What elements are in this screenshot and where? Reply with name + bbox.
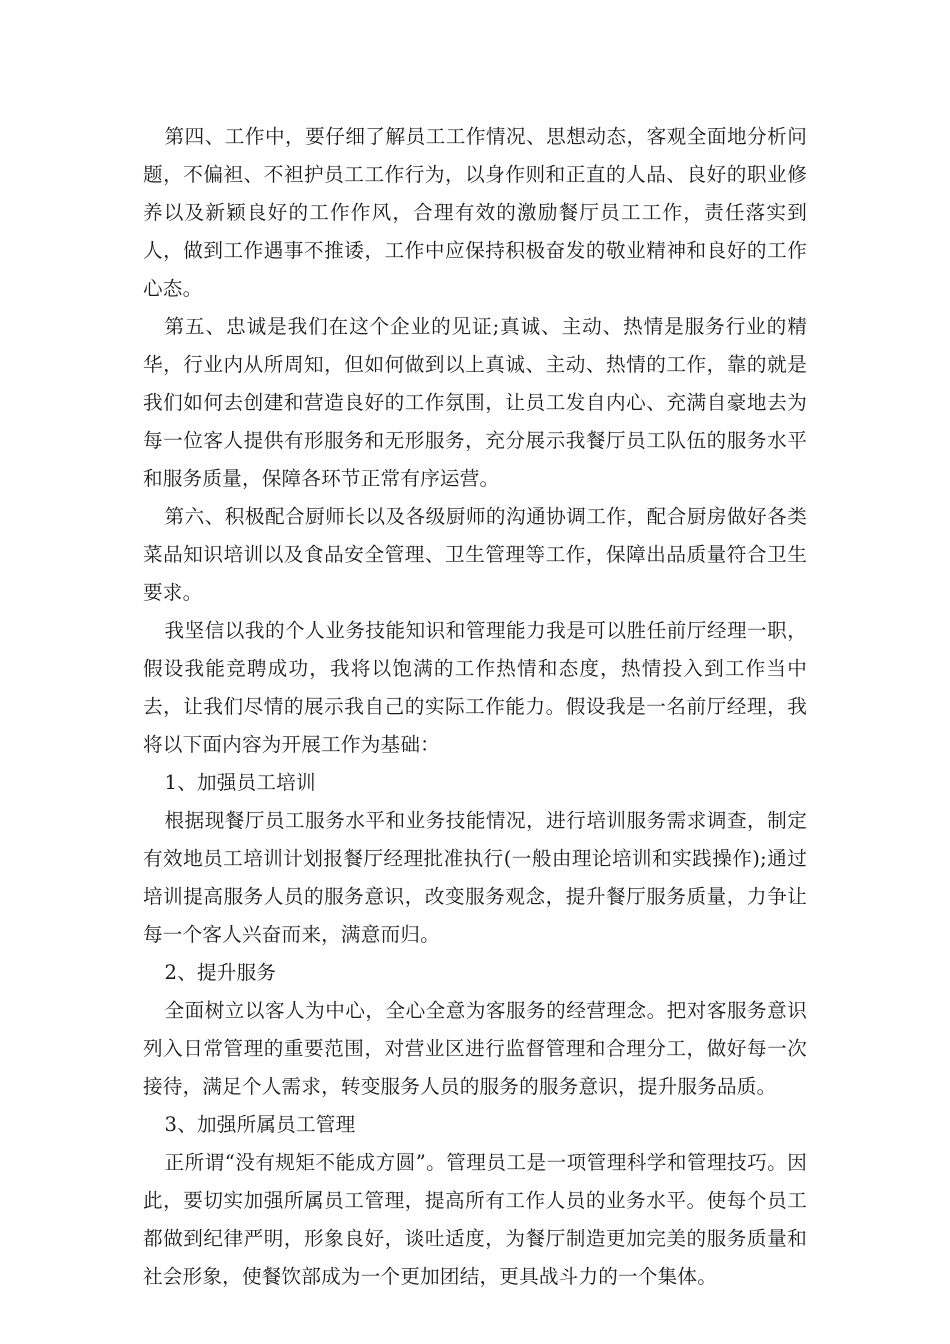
paragraph-statement: 我坚信以我的个人业务技能知识和管理能力我是可以胜任前厅经理一职，假设我能竞聘成功，我将以饱满的工作热情和态度，热情投入到工作当中去，让我们尽情的展示我自己的实际工作能力。假设我是一名前厅经理，我将以下面内容为开展工作为基础：	[143, 619, 807, 756]
paragraph-5th: 第五、忠诚是我们在这个企业的见证;真诚、主动、热情是服务行业的精华，行业内从所周知，但如何做到以上真诚、主动、热情的工作，靠的就是我们如何去创建和营造良好的工作氛围，让员工发自内心、充满自豪地去为每一位客人提供有形服务和无形服务，充分展示我餐厅员工队伍的服务水平和服务质量，保障各环节正常有序运营。	[143, 315, 807, 490]
paragraph-6th: 第六、积极配合厨师长以及各级厨师的沟通协调工作，配合厨房做好各类菜品知识培训以及食品安全管理、卫生管理等工作，保障出品质量符合卫生要求。	[143, 505, 807, 604]
document-body	[143, 118, 807, 1296]
paragraph-service: 全面树立以客人为中心，全心全意为客服务的经营理念。把对客服务意识列入日常管理的重要范围，对营业区进行监督管理和合理分工，做好每一次接待，满足个人需求，转变服务人员的服务的服务意识，提升服务品质。	[143, 999, 807, 1098]
paragraph-training: 根据现餐厅员工服务水平和业务技能情况，进行培训服务需求调查，制定有效地员工培训计划报餐厅经理批准执行(一般由理论培训和实践操作);通过培训提高服务人员的服务意识，改变服务观念，提升餐厅服务质量，力争让每一个客人兴奋而来，满意而归。	[143, 809, 807, 946]
paragraph-staff-management: 正所谓“没有规矩不能成方圆”。管理员工是一项管理科学和管理技巧。因此，要切实加强所属员工管理，提高所有工作人员的业务水平。使每个员工都做到纪律严明，形象良好，谈吐适度，为餐厅制造更加完美的服务质量和社会形象，使餐饮部成为一个更加团结，更具战斗力的一个集体。	[143, 1151, 807, 1288]
heading-training: 1、加强员工培训	[164, 771, 316, 794]
heading-service: 2、提升服务	[164, 961, 277, 984]
heading-staff-management: 3、加强所属员工管理	[164, 1113, 356, 1136]
paragraph-4th: 第四、工作中，要仔细了解员工工作情况、思想动态，客观全面地分析问题，不偏袒、不袒护员工工作行为，以身作则和正直的人品、良好的职业修养以及新颖良好的工作作风，合理有效的激励餐厅员工工作，责任落实到人，做到工作遇事不推诿，工作中应保持积极奋发的敬业精神和良好的工作心态。	[143, 125, 807, 300]
